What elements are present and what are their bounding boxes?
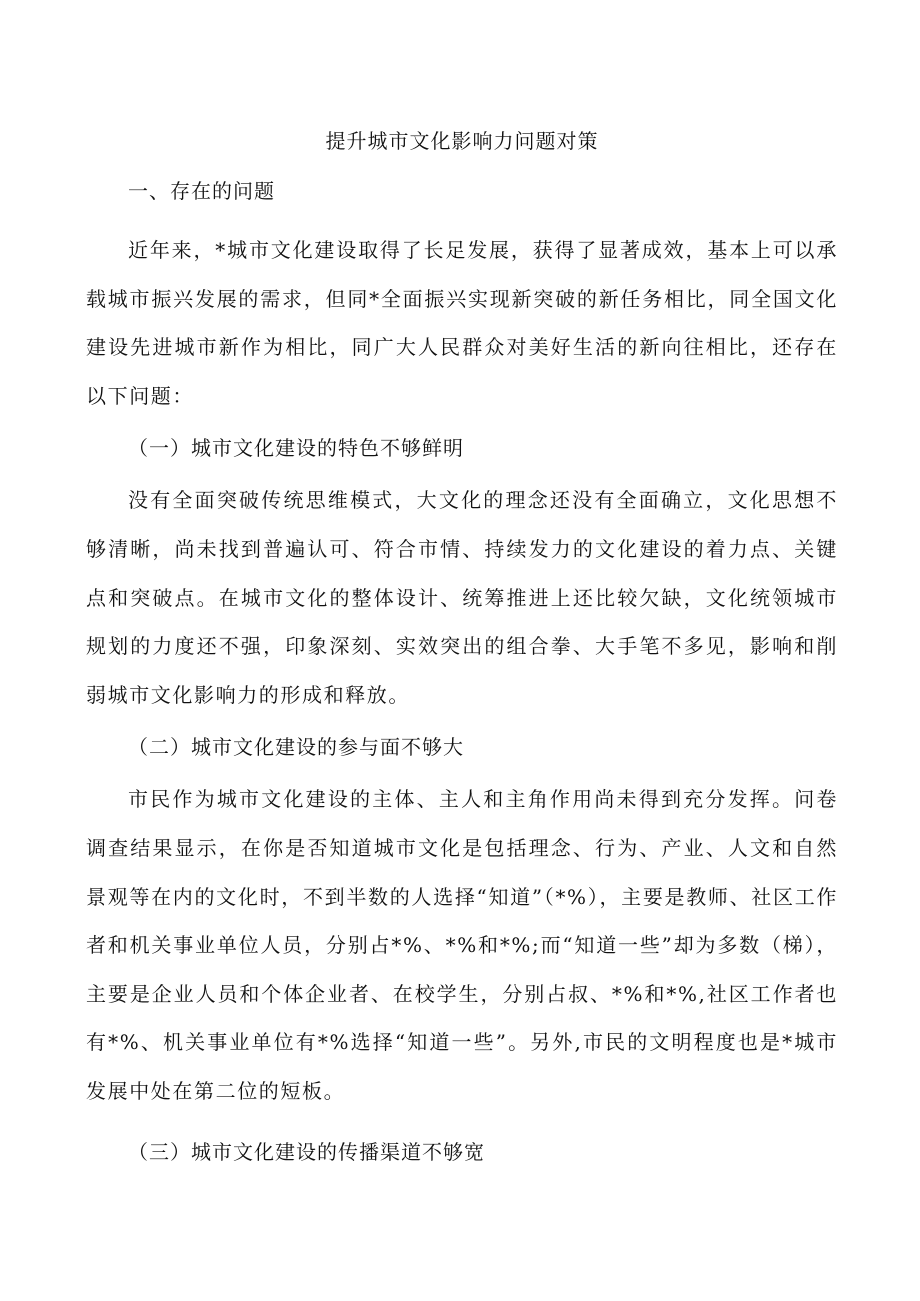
document-title: 提升城市文化影响力问题对策 — [325, 129, 599, 153]
sub-heading-2: （二）城市文化建设的参与面不够大 — [128, 735, 464, 760]
sub1-paragraph: 没有全面突破传统思维模式，大文化的理念还没有全面确立，文化思想不够清晰，尚未找到普遍认可、符合市情、持续发力的文化建设的着力点、关键点和突破点。在城市文化的整体设计、统筹推进上还比较欠缺，文化统领城市规划的力度还不强，印象深刻、实效突出的组合拳、大手笔不多见，影响和削弱城市文化影响力的形成和释放。 — [86, 488, 838, 707]
document-page — [86, 118, 838, 1176]
intro-paragraph: 近年来，*城市文化建设取得了长足发展，获得了显著成效，基本上可以承载城市振兴发展的需求，但同*全面振兴实现新突破的新任务相比，同全国文化建设先进城市新作为相比，同广大人民群众对美好生活的新向往相比，还存在以下问题： — [86, 238, 838, 408]
sub-heading-1: （一）城市文化建设的特色不够鲜明 — [128, 436, 464, 461]
sub-heading-3: （三）城市文化建设的传播渠道不够宽 — [128, 1139, 485, 1164]
section-heading-problems: 一、存在的问题 — [128, 179, 275, 203]
sub2-paragraph: 市民作为城市文化建设的主体、主人和主角作用尚未得到充分发挥。问卷调查结果显示，在你是否知道城市文化是包括理念、行为、产业、人文和自然景观等在内的文化时，不到半数的人选择“知道”（*%），主要是教师、社区工作者和机关事业单位人员，分别占*%、*%和*%;而“知道一些”却为多数（梯），主要是企业人员和个体企业者、在校学生，分别占叔、*%和*%,社区工作者也有*%、机关事业单位有*%选择“知道一些”。另外,市民的文明程度也是*城市发展中处在第二位的短板。 — [86, 787, 838, 1103]
